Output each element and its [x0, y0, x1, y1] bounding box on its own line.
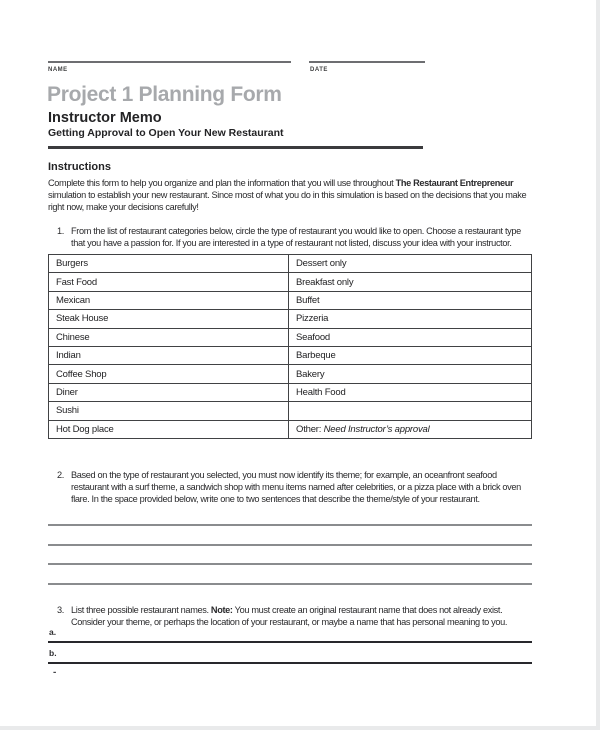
date-label: DATE — [310, 67, 328, 73]
memo-title: Instructor Memo — [48, 110, 162, 126]
question-1-line-2: that you have a passion for. If you are interested in a type of restaurant not listed, discuss your idea with your instructor. — [71, 238, 512, 249]
question-2-line-3: flare. In the space provided below, write one to two sentences that describe the theme/style of your restaurant. — [71, 494, 480, 505]
category-option-mexican[interactable]: Mexican — [49, 291, 289, 309]
category-option-buffet[interactable]: Buffet — [289, 291, 532, 309]
category-option-burgers[interactable]: Burgers — [49, 255, 289, 273]
name-option-b-label: b. — [49, 648, 57, 658]
page-title: Project 1 Planning Form — [47, 83, 282, 106]
question-2-line-1: Based on the type of restaurant you selected, you must now identify its theme; for example, an oceanfront seafood — [71, 470, 497, 480]
question-3-line-2: Consider your theme, or perhaps the location of your restaurant, or maybe a name that has personal meaning to you. — [71, 617, 508, 628]
date-field-line[interactable] — [309, 61, 425, 63]
instructions-line-1-text: Complete this form to help you organize and plan the information that you will use throughout — [48, 178, 396, 188]
category-option-steak-house[interactable]: Steak House — [49, 310, 289, 328]
name-field-line[interactable] — [48, 61, 291, 63]
category-option-bakery[interactable]: Bakery — [289, 365, 532, 383]
theme-answer-line-1[interactable] — [48, 524, 532, 526]
name-option-b-line[interactable] — [48, 662, 532, 664]
name-option-c-mark: - — [53, 667, 57, 678]
table-row — [49, 273, 532, 291]
question-3-note-bold: Note: — [210, 605, 233, 615]
page-edge-right — [596, 0, 600, 730]
table-row — [49, 310, 532, 328]
name-label: NAME — [48, 67, 68, 73]
question-3-text — [71, 604, 507, 628]
question-3 — [57, 604, 507, 628]
table-row — [49, 383, 532, 401]
theme-answer-line-4[interactable] — [48, 583, 532, 585]
category-option-barbeque[interactable]: Barbeque — [289, 346, 532, 364]
other-label: Other: — [296, 423, 324, 435]
category-option-coffee-shop[interactable]: Coffee Shop — [49, 365, 289, 383]
table-row — [49, 365, 532, 383]
header-rule — [48, 146, 423, 149]
question-3-number: 3. — [57, 605, 64, 615]
instructions-heading: Instructions — [48, 161, 111, 173]
category-option-breakfast-only[interactable]: Breakfast only — [289, 273, 532, 291]
category-option-sushi[interactable]: Sushi — [49, 402, 289, 420]
table-row — [49, 346, 532, 364]
table-row — [49, 255, 532, 273]
question-2-text — [71, 469, 521, 506]
table-row — [49, 420, 532, 438]
instructions-paragraph — [48, 177, 526, 214]
category-option-pizzeria[interactable]: Pizzeria — [289, 310, 532, 328]
instructions-line-1 — [48, 177, 526, 189]
question-2-line-2: restaurant with a surf theme, a sandwich shop with menu items named after celebrities, or a pizza place with a brick oven — [71, 482, 521, 493]
table-row — [49, 402, 532, 420]
category-option-chinese[interactable]: Chinese — [49, 328, 289, 346]
question-3-line-1 — [71, 604, 507, 616]
category-option-fast-food[interactable]: Fast Food — [49, 273, 289, 291]
other-note: Need Instructor’s approval — [323, 423, 430, 435]
category-option-other[interactable] — [289, 420, 532, 438]
category-option-indian[interactable]: Indian — [49, 346, 289, 364]
page-edge-bottom — [0, 726, 600, 730]
theme-answer-line-2[interactable] — [48, 544, 532, 546]
instructions-line-2: simulation to establish your new restaurant. Since most of what you do in this simulation is based on the decisions that you make — [48, 190, 527, 201]
restaurant-category-table — [48, 254, 532, 439]
table-row — [49, 291, 532, 309]
question-1 — [57, 225, 521, 249]
question-1-number: 1. — [57, 226, 64, 236]
question-1-text — [71, 225, 521, 249]
category-option-hot-dog-place[interactable]: Hot Dog place — [49, 420, 289, 438]
question-2 — [57, 469, 521, 506]
category-option-health-food[interactable]: Health Food — [289, 383, 532, 401]
name-option-a-line[interactable] — [48, 641, 532, 643]
name-option-a-label: a. — [49, 627, 57, 637]
question-1-line-1: From the list of restaurant categories below, circle the type of restaurant you would like to open. Choose a restaurant type — [71, 226, 521, 236]
memo-subtitle: Getting Approval to Open Your New Restaurant — [48, 127, 284, 139]
category-option-empty[interactable] — [289, 402, 532, 420]
instructions-line-3: right now, make your decisions carefully! — [48, 202, 199, 213]
category-option-seafood[interactable]: Seafood — [289, 328, 532, 346]
instructions-line-1-bold: The Restaurant Entrepreneur — [395, 178, 514, 188]
question-2-number: 2. — [57, 470, 64, 480]
theme-answer-line-3[interactable] — [48, 563, 532, 565]
table-row — [49, 328, 532, 346]
category-option-dessert-only[interactable]: Dessert only — [289, 255, 532, 273]
question-3-line-1-post: You must create an original restaurant name that does not already exist. — [232, 605, 503, 615]
question-3-line-1-pre: List three possible restaurant names. — [71, 605, 211, 615]
category-option-diner[interactable]: Diner — [49, 383, 289, 401]
